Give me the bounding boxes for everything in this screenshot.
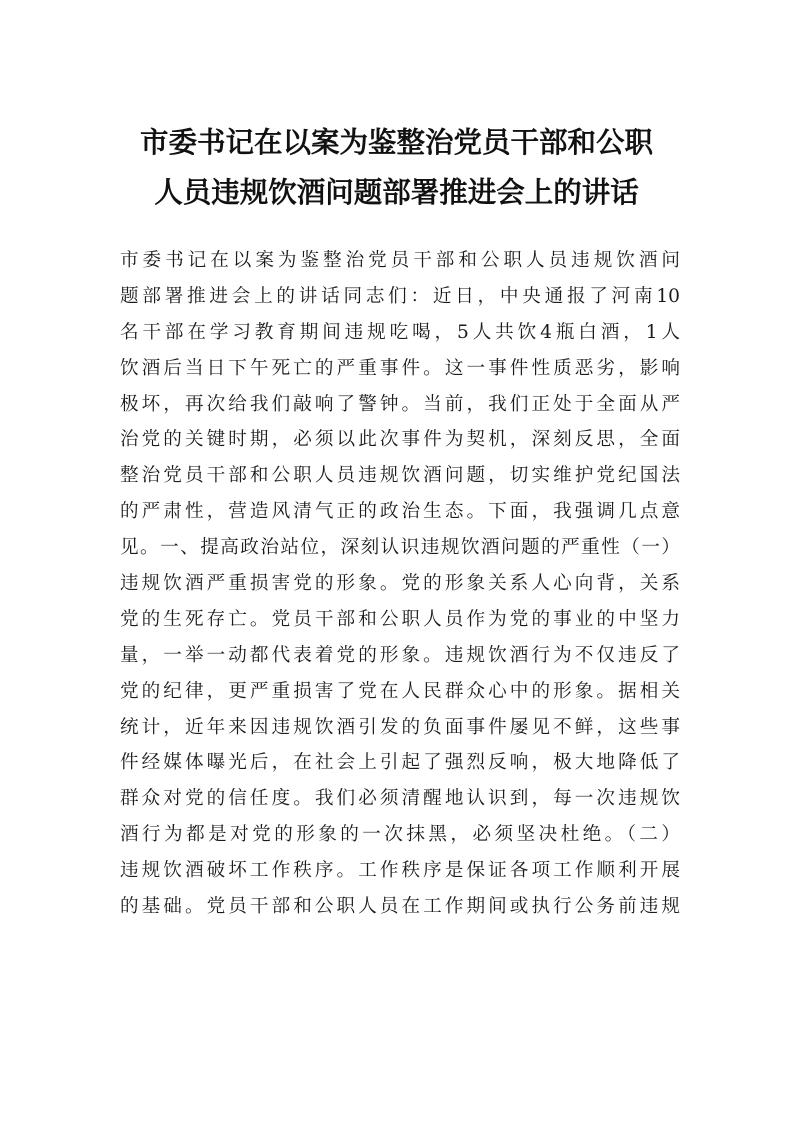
body-line: 饮酒后当日下午死亡的严重事件。这一事件性质恶劣，影响 xyxy=(120,357,680,379)
body-line: 量，一举一动都代表着党的形象。违规饮酒行为不仅违反了 xyxy=(120,644,680,666)
body-text xyxy=(120,243,680,925)
title-line-2: 人员违规饮酒问题部署推进会上的讲话 xyxy=(154,176,639,209)
body-line: 题部署推进会上的讲话同志们：近日，中央通报了河南10 xyxy=(120,285,680,307)
body-line: 统计，近年来因违规饮酒引发的负面事件屡见不鲜，这些事 xyxy=(120,716,680,738)
body-line: 见。一、提高政治站位，深刻认识违规饮酒问题的严重性（一） xyxy=(120,537,680,559)
title-line-1: 市委书记在以案为鉴整治党员干部和公职 xyxy=(139,126,653,159)
body-line: 党的生死存亡。党员干部和公职人员作为党的事业的中坚力 xyxy=(120,608,680,630)
body-line: 极坏，再次给我们敲响了警钟。当前，我们正处于全面从严 xyxy=(120,393,680,415)
body-line: 治党的关键时期，必须以此次事件为契机，深刻反思，全面 xyxy=(120,429,680,451)
document-title xyxy=(100,118,693,218)
body-line: 整治党员干部和公职人员违规饮酒问题，切实维护党纪国法 xyxy=(120,465,680,487)
body-line: 市委书记在以案为鉴整治党员干部和公职人员违规饮酒问 xyxy=(120,250,680,271)
body-line: 名干部在学习教育期间违规吃喝，5人共饮4瓶白酒，1人 xyxy=(120,321,680,343)
body-line: 件经媒体曝光后，在社会上引起了强烈反响，极大地降低了 xyxy=(120,752,680,774)
body-line: 的严肃性，营造风清气正的政治生态。下面，我强调几点意 xyxy=(120,501,680,523)
body-line: 群众对党的信任度。我们必须清醒地认识到，每一次违规饮 xyxy=(120,788,680,810)
body-line: 酒行为都是对党的形象的一次抹黑，必须坚决杜绝。（二） xyxy=(120,824,680,846)
body-line: 党的纪律，更严重损害了党在人民群众心中的形象。据相关 xyxy=(120,680,680,702)
body-line: 违规饮酒破坏工作秩序。工作秩序是保证各项工作顺利开展 xyxy=(120,860,680,882)
body-line: 的基础。党员干部和公职人员在工作期间或执行公务前违规 xyxy=(120,896,680,918)
body-line: 违规饮酒严重损害党的形象。党的形象关系人心向背，关系 xyxy=(120,573,680,595)
